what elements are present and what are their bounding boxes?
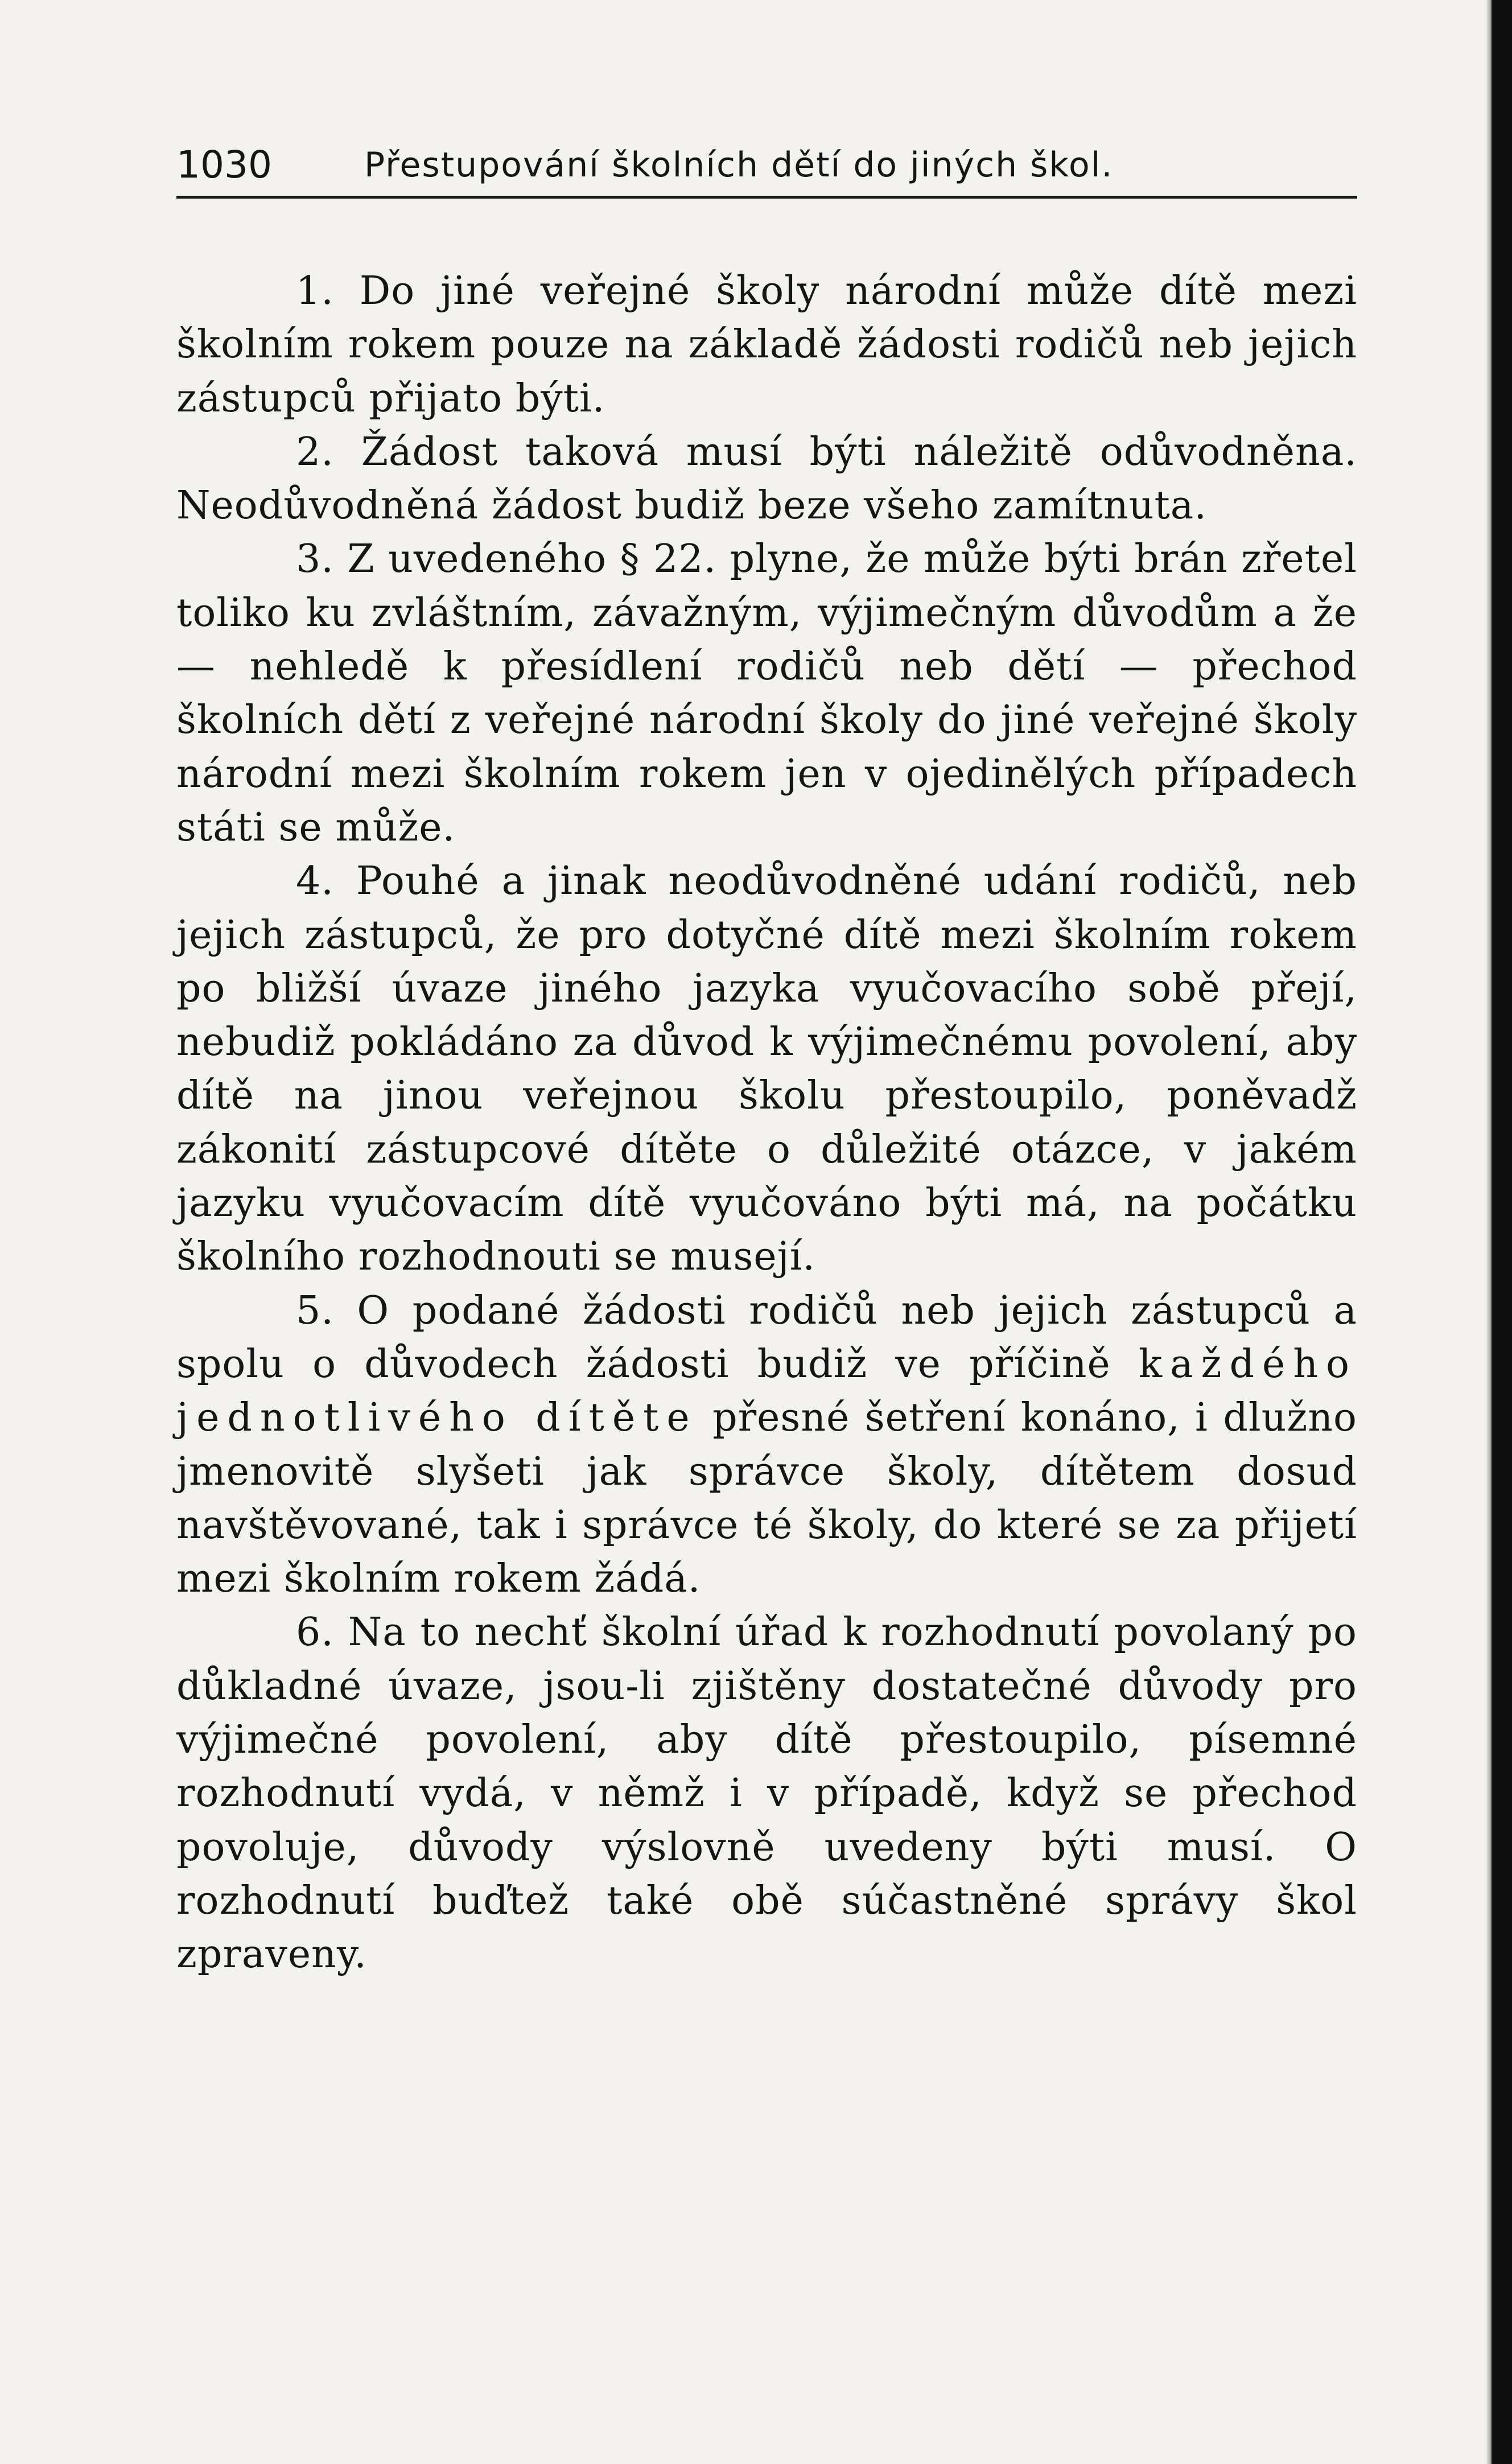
body-text (176, 265, 1357, 1982)
paragraph-3: 3. Z uvedeného § 22. plyne, že může býti brán zřetel toliko ku zvláštním, závažným, výjimečným důvodům a že — nehledě k přesídlení rodičů neb dětí — přechod školních dětí z veřejné národní školy do jiné veřejné školy národní mezi školním rokem jen v ojedinělých případech státi se může. (176, 537, 1357, 850)
running-title: Přestupování školních dětí do jiných škol. (364, 145, 1114, 185)
page-number: 1030 (176, 143, 272, 187)
scan-edge (1492, 0, 1512, 2464)
paragraph-5-after: přesné šetření konáno, i dlužno jmenovitě slyšeti jak správce školy, dítětem dosud navštěvované, tak i správce té školy, do které se za přijetí mezi školním rokem žádá. (176, 1395, 1357, 1602)
paragraph-5-before: 5. O podané žádosti rodičů neb jejich zástupců a spolu o důvodech žádosti budiž ve příčině (176, 1288, 1357, 1387)
header-rule (176, 196, 1357, 199)
paragraph-5-emphasis: každého jednotlivého dítěte (176, 1341, 1357, 1441)
paragraph-1: 1. Do jiné veřejné školy národní může dítě mezi školním rokem pouze na základě žádosti rodičů neb jejich zástupců přijato býti. (176, 269, 1357, 421)
scan-edge-shadow (1486, 0, 1492, 2464)
page-header (176, 142, 1357, 188)
paragraph-4: 4. Pouhé a jinak neodůvodněné udání rodičů, neb jejich zástupců, že pro dotyčné dítě mezi školním rokem po bližší úvaze jiného jazyka vyučovacího sobě přejí, nebudiž pokládáno za důvod k výjimečnému povolení, aby dítě na jinou veřejnou školu přestoupilo, poněvadž zákonití zástupcové dítěte o důležité otázce, v jakém jazyku vyučovacím dítě vyučováno býti má, na počátku školního rozhodnouti se musejí. (176, 859, 1357, 1280)
paragraph-5 (176, 1284, 1357, 1606)
paragraph-2: 2. Žádost taková musí býti náležitě odůvodněna. Neodůvodněná žádost budiž beze všeho zamítnuta. (176, 429, 1357, 529)
paragraph-6: 6. Na to nechť školní úřad k rozhodnutí povolaný po důkladné úvaze, jsou-li zjištěny dostatečné důvody pro výjimečné povolení, aby dítě přestoupilo, písemné rozhodnutí vydá, v němž i v případě, když se přechod povoluje, důvody výslovně uvedeny býti musí. O rozhodnutí buďtež také obě súčastněné správy škol zpraveny. (176, 1610, 1357, 1977)
